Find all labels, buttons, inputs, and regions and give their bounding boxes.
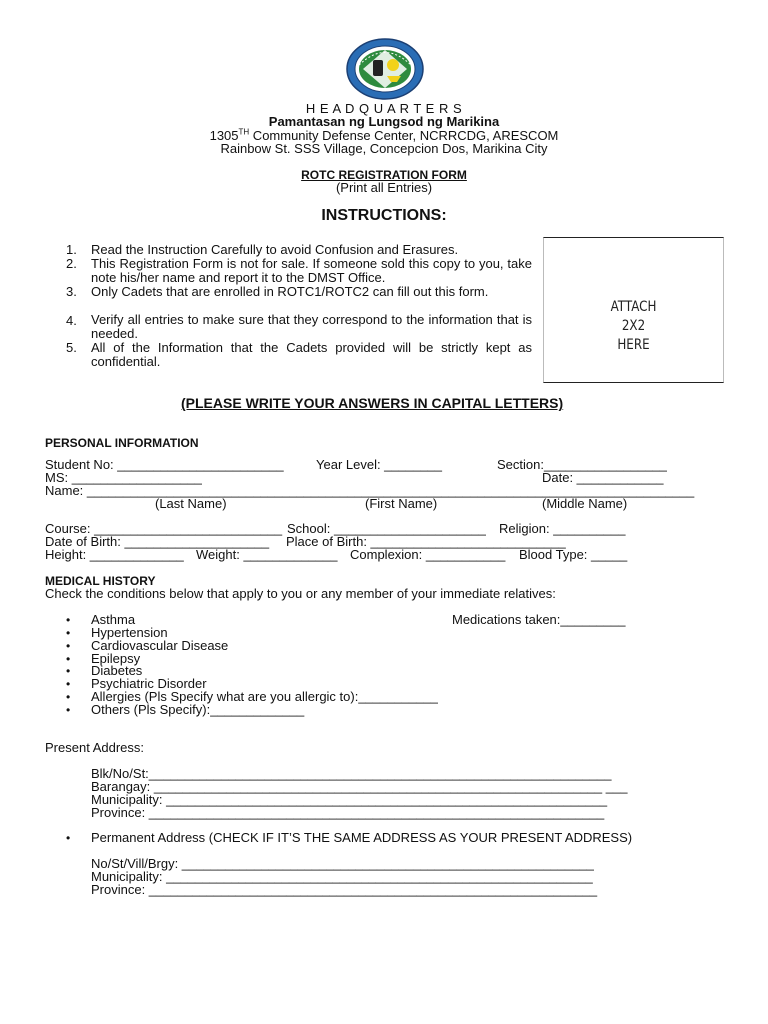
medical-instruction: Check the conditions below that apply to you or any member of your immediate relatives:	[45, 586, 556, 601]
permanent-address-label[interactable]: Permanent Address (CHECK IF IT’S THE SAME ADDRESS AS YOUR PRESENT ADDRESS)	[91, 830, 633, 845]
bullet: •	[66, 652, 71, 666]
instruction-number: 5.	[66, 340, 77, 355]
capital-letters-note: (PLEASE WRITE YOUR ANSWERS IN CAPITAL LETTERS)	[181, 395, 564, 411]
condition-allergies[interactable]: Allergies (Pls Specify what are you allergic to):___________	[91, 689, 438, 704]
condition-epilepsy[interactable]: Epilepsy	[91, 651, 141, 666]
bullet: •	[66, 613, 71, 627]
instruction-text: All of the Information that the Cadets provided will be strictly kept as confidential.	[91, 340, 532, 369]
headquarters-label: H E A D Q U A R T E R S	[305, 101, 463, 116]
photo-box-label	[557, 298, 709, 355]
present-municipality-field[interactable]: Municipality: _____________________________________________________________	[91, 792, 608, 807]
center-sup: TH	[238, 127, 250, 137]
weight-field[interactable]: Weight: _____________	[196, 547, 338, 562]
condition-others[interactable]: Others (Pls Specify):_____________	[91, 702, 305, 717]
condition-diabetes[interactable]: Diabetes	[91, 663, 143, 678]
university-name: Pamantasan ng Lungsod ng Marikina	[268, 114, 500, 129]
center-rest: Community Defense Center, NCRRCDG, ARESCOM	[249, 128, 559, 143]
student-no-field[interactable]: Student No: _______________________	[45, 457, 284, 472]
place-of-birth-field[interactable]: Place of Birth: ___________________________	[286, 534, 566, 549]
bullet: •	[66, 626, 71, 640]
instruction-number: 4.	[66, 313, 77, 328]
condition-psychiatric[interactable]: Psychiatric Disorder	[91, 676, 207, 691]
instruction-text: Read the Instruction Carefully to avoid Confusion and Erasures.	[91, 242, 459, 257]
condition-hypertension[interactable]: Hypertension	[91, 625, 168, 640]
bullet: •	[66, 703, 71, 717]
photo-line-1: ATTACH	[610, 299, 657, 315]
condition-cardiovascular[interactable]: Cardiovascular Disease	[91, 638, 229, 653]
photo-line-3: HERE	[617, 337, 650, 353]
ms-field[interactable]: MS: __________________	[45, 470, 202, 485]
present-address-label: Present Address:	[45, 740, 144, 755]
present-barangay-field[interactable]: Barangay: ______________________________________________________________ ___	[91, 779, 628, 794]
photo-attach-box[interactable]	[543, 237, 724, 383]
instruction-number: 1.	[66, 242, 77, 257]
height-field[interactable]: Height: _____________	[45, 547, 184, 562]
present-province-field[interactable]: Province: _______________________________________________________________	[91, 805, 605, 820]
instructions-heading: INSTRUCTIONS:	[321, 207, 447, 224]
permanent-province-field[interactable]: Province: ______________________________________________________________	[91, 882, 598, 897]
bullet: •	[66, 677, 71, 691]
instruction-number: 3.	[66, 284, 77, 299]
rotc-logo	[345, 38, 425, 100]
blood-type-field[interactable]: Blood Type: _____	[519, 547, 628, 562]
school-field[interactable]: School: _____________________	[287, 521, 486, 536]
permanent-street-field[interactable]: No/St/Vill/Brgy: _________________________________________________________	[91, 856, 594, 871]
instruction-text: Verify all entries to make sure that they correspond to the information that is needed.	[91, 312, 532, 341]
instruction-text: Only Cadets that are enrolled in ROTC1/ROTC2 can fill out this form.	[91, 284, 489, 299]
year-level-field[interactable]: Year Level: ________	[316, 457, 443, 472]
instruction-text: This Registration Form is not for sale. If someone sold this copy to you, take note his/her name and report it to the DMST Office.	[91, 256, 532, 285]
last-name-caption: (Last Name)	[155, 496, 227, 511]
center-number: 1305	[209, 128, 239, 143]
form-subtitle: (Print all Entries)	[335, 180, 433, 195]
date-of-birth-field[interactable]: Date of Birth: ____________________	[45, 534, 270, 549]
bullet: •	[66, 664, 71, 678]
photo-line-2: 2X2	[621, 318, 646, 334]
personal-info-heading: PERSONAL INFORMATION	[45, 436, 199, 450]
religion-field[interactable]: Religion: __________	[499, 521, 626, 536]
address-line: Rainbow St. SSS Village, Concepcion Dos, Marikina City	[220, 141, 548, 156]
medical-history-heading: MEDICAL HISTORY	[45, 574, 156, 588]
course-field[interactable]: Course: __________________________	[45, 521, 283, 536]
medications-field[interactable]: Medications taken:_________	[452, 612, 626, 627]
date-field[interactable]: Date: ____________	[542, 470, 664, 485]
section-field[interactable]: Section:_________________	[497, 457, 667, 472]
first-name-caption: (First Name)	[365, 496, 438, 511]
form-title: ROTC REGISTRATION FORM	[301, 168, 467, 182]
bullet: •	[66, 831, 71, 845]
name-field[interactable]: Name: ____________________________________________________________________________________	[45, 483, 695, 498]
middle-name-caption: (Middle Name)	[542, 496, 628, 511]
condition-asthma[interactable]: Asthma	[91, 612, 136, 627]
permanent-municipality-field[interactable]: Municipality: ___________________________________________________________	[91, 869, 593, 884]
present-blk-field[interactable]: Blk/No/St:________________________________________________________________	[91, 766, 612, 781]
instruction-number: 2.	[66, 256, 77, 271]
bullet: •	[66, 690, 71, 704]
complexion-field[interactable]: Complexion: ___________	[350, 547, 506, 562]
bullet: •	[66, 639, 71, 653]
